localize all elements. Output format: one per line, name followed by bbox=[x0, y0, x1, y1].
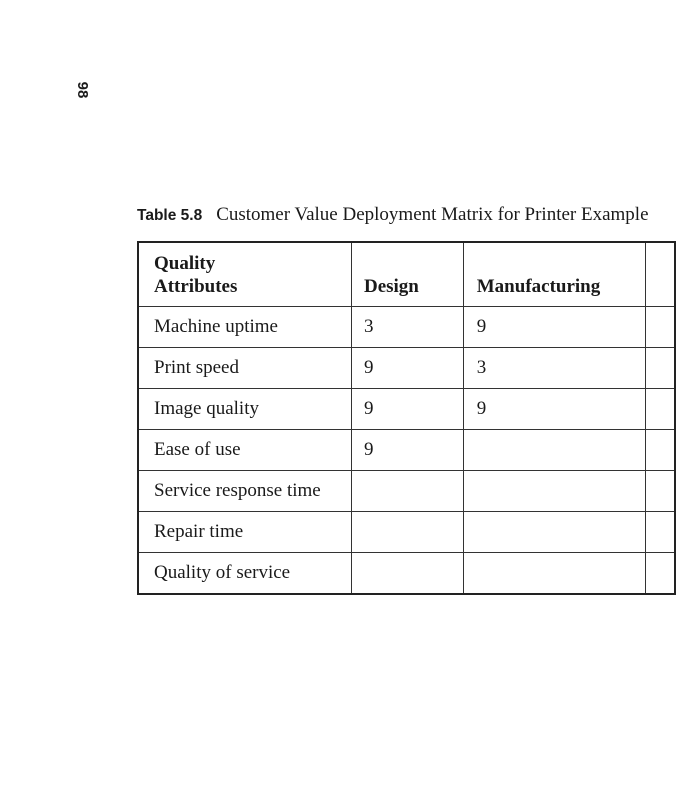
cell-manufacturing bbox=[463, 511, 645, 552]
header-cut-off bbox=[645, 242, 675, 306]
cell-manufacturing: 3 bbox=[463, 347, 645, 388]
table-row bbox=[138, 552, 675, 594]
cell-design bbox=[351, 511, 463, 552]
table-row bbox=[138, 388, 675, 429]
cell-attribute: Service response time bbox=[138, 470, 351, 511]
cell-cut-off bbox=[645, 347, 675, 388]
page-number: 98 bbox=[74, 81, 91, 99]
cell-design: 3 bbox=[351, 306, 463, 347]
header-quality-attributes-line1: Quality bbox=[154, 252, 216, 274]
cell-manufacturing bbox=[463, 429, 645, 470]
cell-design bbox=[351, 552, 463, 594]
header-manufacturing: Manufacturing bbox=[463, 242, 645, 306]
header-quality-attributes bbox=[138, 242, 351, 306]
table-caption bbox=[137, 204, 649, 226]
cell-design: 9 bbox=[351, 388, 463, 429]
table-row bbox=[138, 429, 675, 470]
cell-cut-off bbox=[645, 511, 675, 552]
cell-manufacturing bbox=[463, 552, 645, 594]
cell-cut-off bbox=[645, 470, 675, 511]
cell-cut-off bbox=[645, 306, 675, 347]
customer-value-matrix-table bbox=[137, 241, 676, 595]
cell-design bbox=[351, 470, 463, 511]
table-caption-label: Table 5.8 bbox=[137, 207, 203, 224]
cell-manufacturing: 9 bbox=[463, 306, 645, 347]
table-row bbox=[138, 511, 675, 552]
cell-attribute: Ease of use bbox=[138, 429, 351, 470]
cell-cut-off bbox=[645, 388, 675, 429]
table-row bbox=[138, 470, 675, 511]
cell-attribute: Quality of service bbox=[138, 552, 351, 594]
cell-cut-off bbox=[645, 429, 675, 470]
cell-attribute: Repair time bbox=[138, 511, 351, 552]
cell-attribute: Machine uptime bbox=[138, 306, 351, 347]
table-row bbox=[138, 306, 675, 347]
table-caption-title: Customer Value Deployment Matrix for Printer Example bbox=[216, 204, 649, 225]
cell-design: 9 bbox=[351, 429, 463, 470]
cell-design: 9 bbox=[351, 347, 463, 388]
cell-attribute: Print speed bbox=[138, 347, 351, 388]
table-header-row bbox=[138, 242, 675, 306]
cell-manufacturing: 9 bbox=[463, 388, 645, 429]
header-design: Design bbox=[351, 242, 463, 306]
cell-attribute: Image quality bbox=[138, 388, 351, 429]
cell-cut-off bbox=[645, 552, 675, 594]
header-quality-attributes-line2: Attributes bbox=[154, 275, 238, 297]
table-row bbox=[138, 347, 675, 388]
cell-manufacturing bbox=[463, 470, 645, 511]
